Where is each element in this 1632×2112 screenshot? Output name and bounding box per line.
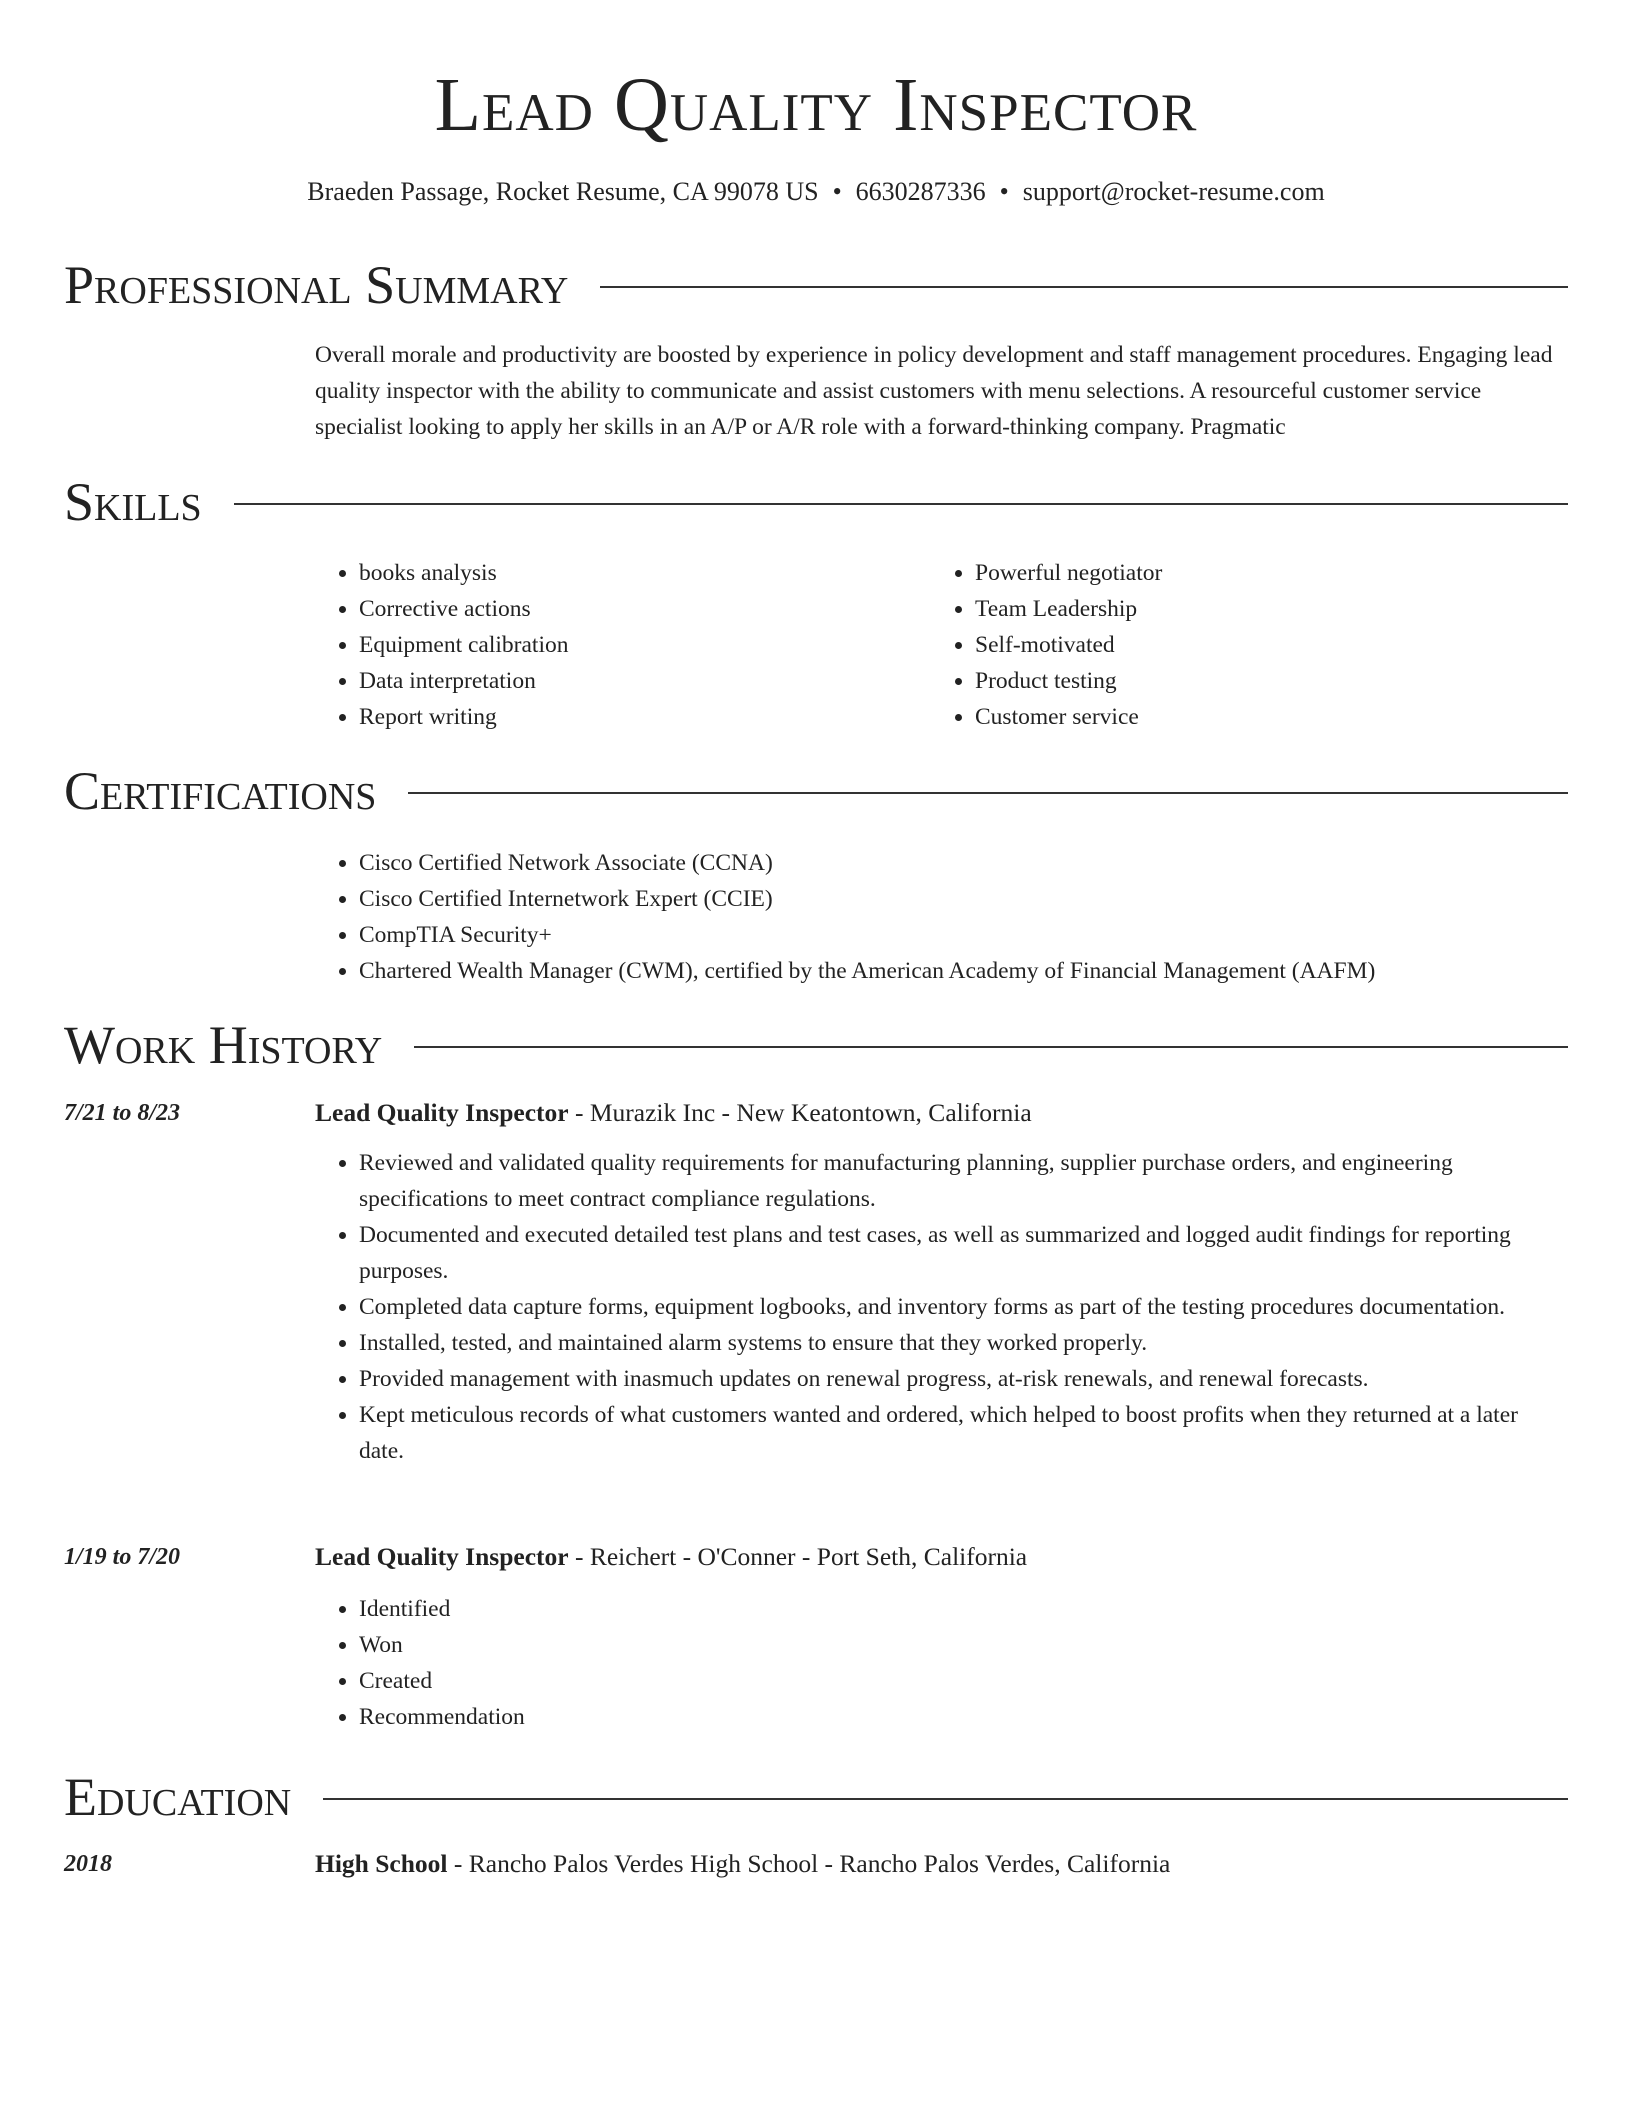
job-duties-wrap bbox=[315, 1145, 1568, 1469]
duty-item: • Provided management with inasmuch updates on renewal progress, at-risk renewals, and renewal forecasts. bbox=[359, 1361, 1568, 1397]
certifications-list bbox=[315, 845, 1568, 989]
certification-item: • Chartered Wealth Manager (CWM), certified by the American Academy of Financial Management (AAFM) bbox=[359, 953, 1568, 989]
work-history-section-header bbox=[64, 1010, 1568, 1080]
skill-item: • Data interpretation bbox=[359, 663, 931, 699]
section-divider bbox=[414, 1046, 1568, 1048]
section-divider bbox=[600, 286, 1568, 288]
duty-item: • Documented and executed detailed test plans and test cases, as well as summarized and logged audit findings for reporting purposes. bbox=[359, 1217, 1568, 1289]
skill-item: • Equipment calibration bbox=[359, 627, 931, 663]
contact-separator: • bbox=[832, 177, 842, 206]
skills-column-right bbox=[931, 555, 1547, 735]
job-employer-location: - Murazik Inc - New Keatontown, California bbox=[568, 1098, 1032, 1127]
education-year: 2018 bbox=[64, 1851, 112, 1877]
skill-item: • Report writing bbox=[359, 699, 931, 735]
certification-item: • Cisco Certified Internetwork Expert (CCIE) bbox=[359, 881, 1568, 917]
education-heading: Education bbox=[64, 1767, 292, 1827]
job-duties-wrap bbox=[315, 1591, 1568, 1735]
certifications-list-wrap bbox=[315, 845, 1568, 989]
skill-item: • Team Leadership bbox=[975, 591, 1547, 627]
job-role: Lead Quality Inspector bbox=[315, 1542, 569, 1571]
skill-item: • Customer service bbox=[975, 699, 1547, 735]
duty-item: • Recommendation bbox=[359, 1699, 1568, 1735]
section-divider bbox=[408, 792, 1568, 794]
contact-separator: • bbox=[999, 177, 1009, 206]
job-employer-location: - Reichert - O'Conner - Port Seth, California bbox=[568, 1542, 1028, 1571]
job-dates: 1/19 to 7/20 bbox=[64, 1544, 181, 1570]
duty-item: • Reviewed and validated quality requirements for manufacturing planning, supplier purchase orders, and engineering specifications to meet contract compliance regulations. bbox=[359, 1145, 1568, 1217]
job-duties bbox=[315, 1145, 1568, 1469]
certifications-heading: Certifications bbox=[64, 761, 377, 821]
education-section-header bbox=[64, 1762, 1568, 1832]
skill-item: • Corrective actions bbox=[359, 591, 931, 627]
job-dates: 7/21 to 8/23 bbox=[64, 1100, 181, 1126]
section-divider bbox=[323, 1798, 1568, 1800]
skills-list-left bbox=[315, 555, 931, 735]
skill-item: • Self-motivated bbox=[975, 627, 1547, 663]
resume-title: Lead Quality Inspector bbox=[434, 63, 1198, 147]
skill-item: • Product testing bbox=[975, 663, 1547, 699]
skill-item: • Powerful negotiator bbox=[975, 555, 1547, 591]
certification-item: • CompTIA Security+ bbox=[359, 917, 1568, 953]
education-degree: High School bbox=[315, 1849, 448, 1878]
job-heading bbox=[315, 1537, 1568, 1577]
contact-phone: 6630287336 bbox=[855, 177, 986, 206]
duty-item: • Kept meticulous records of what customers wanted and ordered, which helped to boost profits when they returned at a later date. bbox=[359, 1397, 1568, 1469]
job-role: Lead Quality Inspector bbox=[315, 1098, 569, 1127]
duty-item: • Created bbox=[359, 1663, 1568, 1699]
contact-address: Braeden Passage, Rocket Resume, CA 99078 US bbox=[307, 177, 819, 206]
duty-item: • Installed, tested, and maintained alarm systems to ensure that they worked properly. bbox=[359, 1325, 1568, 1361]
certifications-section-header bbox=[64, 756, 1568, 826]
skill-item: • books analysis bbox=[359, 555, 931, 591]
education-school-location: - Rancho Palos Verdes High School - Rancho Palos Verdes, California bbox=[447, 1849, 1171, 1878]
education-heading-line bbox=[315, 1844, 1568, 1884]
job-heading bbox=[315, 1093, 1568, 1133]
contact-line bbox=[64, 172, 1568, 212]
duty-item: • Identified bbox=[359, 1591, 1568, 1627]
duty-item: • Won bbox=[359, 1627, 1568, 1663]
work-history-heading: Work History bbox=[64, 1015, 383, 1075]
skills-section-header bbox=[64, 467, 1568, 537]
summary-text: Overall morale and productivity are boosted by experience in policy development and staff management procedures. Engaging lead quality inspector with the ability to communicate and assist customers with menu selections. A resourceful customer service specialist looking to apply her skills in an A/P or A/R role with a forward-thinking company. Pragmatic bbox=[315, 342, 1553, 440]
certification-item: • Cisco Certified Network Associate (CCNA) bbox=[359, 845, 1568, 881]
skills-list-right bbox=[931, 555, 1547, 735]
summary-heading: Professional Summary bbox=[64, 255, 569, 315]
summary-section-header bbox=[64, 250, 1568, 320]
duty-item: • Completed data capture forms, equipment logbooks, and inventory forms as part of the testing procedures documentation. bbox=[359, 1289, 1568, 1325]
job-duties bbox=[315, 1591, 1568, 1735]
contact-email[interactable]: support@rocket-resume.com bbox=[1022, 177, 1325, 206]
section-divider bbox=[234, 503, 1568, 505]
skills-column-left bbox=[315, 555, 931, 735]
skills-heading: Skills bbox=[64, 472, 202, 532]
